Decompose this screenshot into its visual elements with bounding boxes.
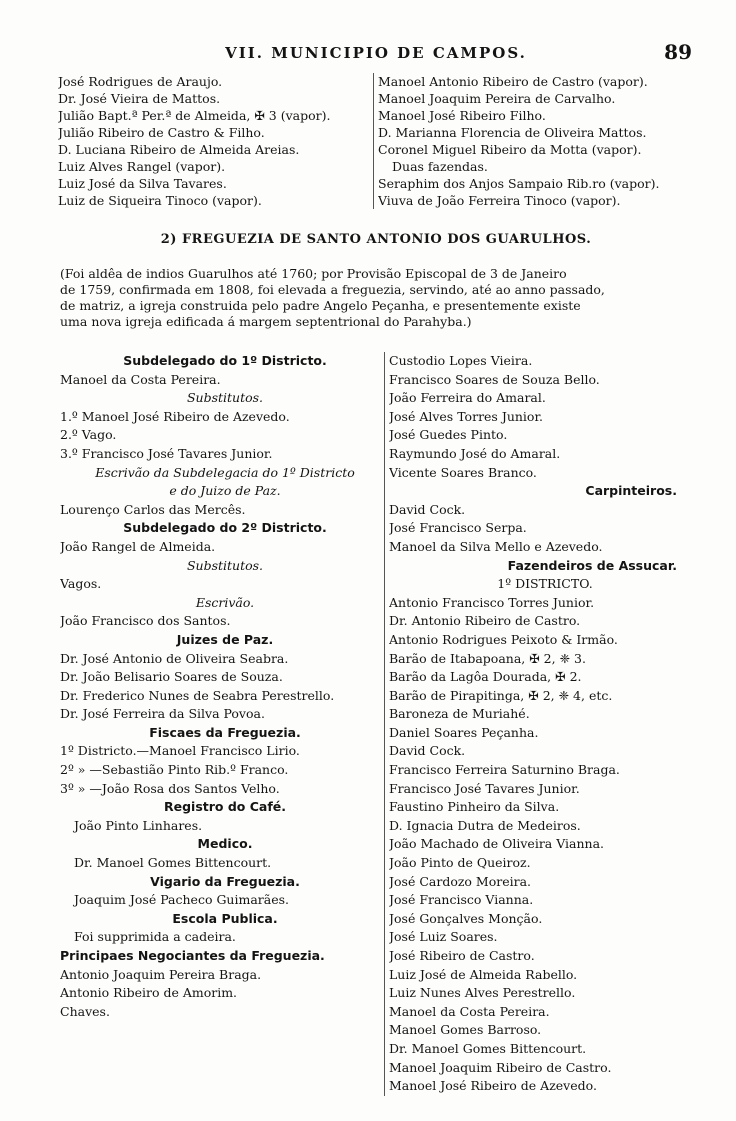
list-item: Chaves. — [60, 1003, 110, 1019]
list-item: Manoel Gomes Barroso. — [389, 1022, 542, 1038]
list-item: Antonio Joaquim Pereira Braga. — [60, 966, 262, 982]
intro-line: (Foi aldêa de indios Guarulhos até 1760; por Provisão Episcopal de 3 de Janeiro — [60, 266, 567, 281]
list-item: Luiz Alves Rangel (vapor). — [58, 159, 226, 174]
subdelegado1-name: Manoel da Costa Pereira. — [60, 371, 221, 387]
list-item: Barão de Pirapitinga, ✠ 2, ❈ 4, etc. — [389, 687, 613, 703]
list-item: 2.º Vago. — [60, 427, 117, 443]
list-item: 2º » —Sebastião Pinto Rib.º Franco. — [60, 762, 289, 778]
list-item: Baroneza de Muriahé. — [389, 706, 530, 722]
list-item: Luiz de Siqueira Tinoco (vapor). — [58, 193, 262, 208]
list-item: Dr. Manoel Gomes Bittencourt. — [389, 1040, 587, 1056]
fazendeiros-heading: Fazendeiros de Assucar. — [507, 557, 677, 573]
list-item: Barão de Itabapoana, ✠ 2, ❈ 3. — [389, 650, 586, 666]
list-item: José Francisco Vianna. — [389, 892, 534, 908]
chapter-title: VII. MUNICIPIO DE CAMPOS. — [225, 44, 527, 62]
list-item: Viuva de João Ferreira Tinoco (vapor). — [378, 193, 621, 208]
list-item: Dr. José Ferreira da Silva Povoa. — [60, 706, 265, 722]
subdelegado1-heading: Subdelegado do 1º Districto. — [123, 353, 327, 368]
list-item: José Cardozo Moreira. — [389, 873, 532, 889]
list-item: Antonio Ribeiro de Amorim. — [60, 985, 238, 1001]
registro-heading: Registro do Café. — [163, 799, 286, 815]
substitutos-heading: Substitutos. — [186, 390, 264, 406]
page-header — [60, 40, 692, 68]
list-item: José Gonçalves Monção. — [389, 910, 543, 926]
list-item: José Rodrigues de Araujo. — [58, 74, 223, 89]
subdelegado2-name: João Rangel de Almeida. — [60, 538, 216, 554]
registro-name: João Pinto Linhares. — [74, 817, 203, 833]
list-item: João Pinto de Queiroz. — [389, 855, 531, 871]
escrivao1-name: Lourenço Carlos das Mercês. — [60, 501, 246, 517]
escrivao1-heading-cont: e do Juizo de Paz. — [169, 483, 281, 499]
list-item: Luiz Nunes Alves Perestrello. — [389, 985, 576, 1001]
list-item: Manoel da Silva Mello e Azevedo. — [389, 538, 603, 554]
list-item: D. Marianna Florencia de Oliveira Mattos. — [378, 125, 647, 140]
list-item: 1º Districto.—Manoel Francisco Lirio. — [60, 743, 300, 759]
list-item: Raymundo José do Amaral. — [389, 445, 561, 461]
juizes-heading: Juizes de Paz. — [176, 631, 274, 647]
list-item: Julião Bapt.ª Per.ª de Almeida, ✠ 3 (vapor). — [58, 108, 331, 123]
list-item: Dr. Frederico Nunes de Seabra Perestrello. — [60, 687, 335, 703]
escrivao1-heading: Escrivão da Subdelegacia do 1º Districto — [95, 464, 355, 480]
list-item: D. Luciana Ribeiro de Almeida Areias. — [58, 142, 300, 157]
list-item: Julião Ribeiro de Castro & Filho. — [58, 125, 265, 140]
list-item: José Ribeiro de Castro. — [389, 948, 535, 963]
escola-heading: Escola Publica. — [172, 910, 278, 926]
right-column — [384, 352, 701, 1096]
list-item: Francisco Ferreira Saturnino Braga. — [389, 762, 620, 778]
fiscaes-heading: Fiscaes da Freguezia. — [149, 724, 301, 740]
list-item: Barão da Lagôa Dourada, ✠ 2. — [389, 669, 582, 685]
carpinteiros-heading: Carpinteiros. — [585, 483, 677, 499]
vigario-heading: Vigario da Freguezia. — [150, 873, 300, 889]
substitutos2-value: Vagos. — [60, 576, 102, 592]
list-item: Antonio Francisco Torres Junior. — [389, 594, 595, 610]
list-item: José Luiz Soares. — [389, 929, 498, 945]
list-item: Manoel Joaquim Pereira de Carvalho. — [378, 91, 616, 106]
vigario-name: Joaquim José Pacheco Guimarães. — [74, 892, 289, 908]
list-item: José Francisco Serpa. — [389, 520, 527, 536]
list-item: D. Ignacia Dutra de Medeiros. — [389, 817, 581, 833]
list-item: Manoel da Costa Pereira. — [389, 1003, 550, 1019]
list-item: 3º » —João Rosa dos Santos Velho. — [60, 780, 280, 796]
list-item: Dr. José Vieira de Mattos. — [58, 91, 221, 106]
subdelegado2-heading: Subdelegado do 2º Districto. — [123, 520, 327, 536]
list-item: Daniel Soares Peçanha. — [389, 724, 539, 740]
list-item: David Cock. — [389, 501, 466, 517]
list-item: José Guedes Pinto. — [389, 427, 508, 443]
list-item: Faustino Pinheiro da Silva. — [389, 799, 560, 815]
medico-heading: Medico. — [197, 836, 253, 852]
list-item: Francisco Soares de Souza Bello. — [389, 371, 600, 387]
list-item: Manoel Antonio Ribeiro de Castro (vapor). — [378, 74, 648, 89]
list-item: Duas fazendas. — [392, 159, 488, 174]
districto-heading: 1º DISTRICTO. — [497, 576, 593, 592]
list-item: Luiz José de Almeida Rabello. — [389, 966, 578, 982]
top-left-list — [58, 73, 370, 209]
list-item: José Alves Torres Junior. — [389, 408, 544, 424]
list-item: Antonio Rodrigues Peixoto & Irmão. — [389, 631, 618, 647]
escrivao2-heading: Escrivão. — [195, 594, 255, 610]
list-item: Dr. João Belisario Soares de Souza. — [60, 669, 283, 685]
section-intro — [60, 266, 696, 330]
list-item: Manoel Joaquim Ribeiro de Castro. — [389, 1059, 612, 1075]
list-item: David Cock. — [389, 743, 466, 759]
list-item: 3.º Francisco José Tavares Junior. — [60, 445, 273, 461]
list-item: João Machado de Oliveira Vianna. — [389, 836, 605, 852]
substitutos2-heading: Substitutos. — [186, 557, 264, 573]
list-item: Manoel José Ribeiro de Azevedo. — [389, 1078, 597, 1094]
intro-line: de matriz, a igreja construida pelo padre Angelo Peçanha, e presentemente existe — [60, 298, 581, 313]
section-title: 2) FREGUEZIA DE SANTO ANTONIO DOS GUARULHOS. — [160, 232, 592, 247]
medico-name: Dr. Manoel Gomes Bittencourt. — [74, 855, 272, 871]
list-item: 1.º Manoel José Ribeiro de Azevedo. — [60, 408, 290, 424]
intro-line: uma nova igreja edificada á margem septentrional do Parahyba.) — [60, 314, 472, 329]
escola-text: Foi supprimida a cadeira. — [74, 929, 236, 945]
list-item: Coronel Miguel Ribeiro da Motta (vapor). — [378, 142, 642, 157]
list-item: Seraphim dos Anjos Sampaio Rib.ro (vapor). — [378, 176, 660, 191]
list-item: João Ferreira do Amaral. — [389, 390, 546, 406]
list-item: Francisco José Tavares Junior. — [389, 780, 580, 796]
left-column — [60, 352, 390, 1021]
list-item: Manoel José Ribeiro Filho. — [378, 108, 546, 123]
list-item: Dr. José Antonio de Oliveira Seabra. — [60, 650, 289, 666]
list-item: Dr. Antonio Ribeiro de Castro. — [389, 613, 581, 629]
top-right-list — [373, 73, 698, 209]
list-item: Luiz José da Silva Tavares. — [58, 176, 227, 191]
page-number: 89 — [664, 40, 692, 64]
escrivao2-name: João Francisco dos Santos. — [60, 613, 231, 629]
intro-line: de 1759, confirmada em 1808, foi elevada a freguezia, servindo, até ao anno passado, — [60, 282, 605, 297]
list-item: Vicente Soares Branco. — [389, 464, 537, 480]
list-item: Custodio Lopes Vieira. — [389, 353, 533, 368]
negociantes-heading: Principaes Negociantes da Freguezia. — [60, 948, 325, 963]
